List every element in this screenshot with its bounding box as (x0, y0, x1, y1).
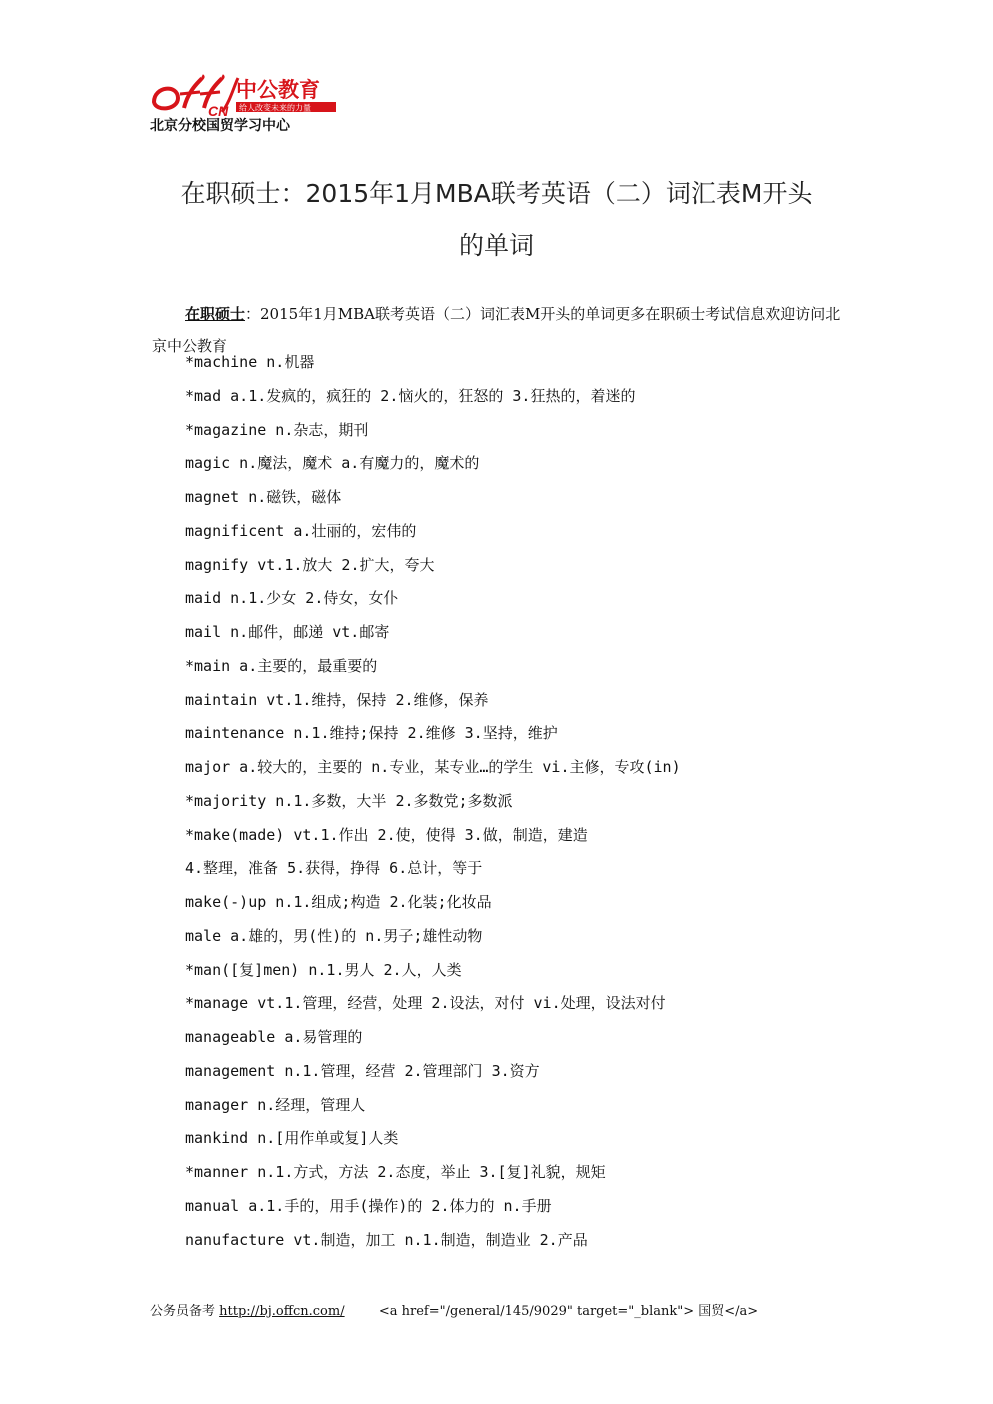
page-footer (150, 1300, 758, 1319)
vocab-entry: maintenance n.1.维持;保持 2.维修 3.坚持，维护 (185, 724, 558, 743)
page-title (140, 168, 853, 272)
vocab-entry: magnificent a.壮丽的，宏伟的 (185, 521, 417, 540)
vocab-entry: management n.1.管理，经营 2.管理部门 3.资方 (185, 1061, 540, 1080)
title-line-2: 的单词 (458, 231, 534, 260)
vocab-entry: mail n.邮件，邮递 vt.邮寄 (185, 623, 390, 641)
vocab-entry: *mad a.1.发疯的，疯狂的 2.恼火的，狂怒的 3.狂热的，着迷的 (185, 386, 636, 405)
vocab-entry: 4.整理，准备 5.获得，挣得 6.总计，等于 (185, 859, 483, 878)
vocab-entry: *make(made) vt.1.作出 2.使，使得 3.做，制造，建造 (185, 825, 588, 844)
vocab-entry: nanufacture vt.制造，加工 n.1.制造，制造业 2.产品 (185, 1230, 588, 1249)
vocab-entry: maintain vt.1.维持，保持 2.维修，保养 (185, 690, 489, 709)
vocab-entry: *machine n.机器 (185, 353, 315, 371)
vocab-entry: major a.较大的，主要的 n.专业，某专业…的学生 vi.主修，专攻(in) (185, 758, 681, 776)
vocab-entry: make(-)up n.1.组成;构造 2.化装;化妆品 (185, 893, 492, 911)
logo-brand-text: 中公教育 (236, 78, 320, 102)
offcn-logo (150, 72, 360, 134)
vocab-entry: *manage vt.1.管理，经营，处理 2.设法，对付 vi.处理，设法对付 (185, 994, 666, 1013)
vocab-entry: *manner n.1.方式，方法 2.态度，举止 3.[复]礼貌，规矩 (185, 1163, 606, 1181)
vocab-entry: magic n.魔法，魔术 a.有魔力的，魔术的 (185, 454, 480, 473)
footer-label: 公务员备考 (150, 1304, 216, 1319)
vocab-entry: maid n.1.少女 2.侍女，女仆 (185, 589, 399, 608)
vocab-entry: manageable a.易管理的 (185, 1028, 363, 1046)
vocab-entry: *majority n.1.多数，大半 2.多数党;多数派 (185, 791, 513, 810)
footer-code-text: <a href="/general/145/9029" target="_blank"> 国贸</a> (378, 1304, 759, 1319)
vocab-entry: mankind n.[用作单或复]人类 (185, 1129, 399, 1148)
vocab-entry: magnify vt.1.放大 2.扩大，夸大 (185, 555, 435, 574)
vocab-entry: male a.雄的，男(性)的 n.男子;雄性动物 (185, 926, 483, 945)
vocab-entry: *man([复]men) n.1.男人 2.人，人类 (185, 960, 462, 979)
intro-label: 在职硕士 (185, 305, 246, 323)
vocab-entry: *magazine n.杂志，期刊 (185, 420, 369, 439)
footer-link[interactable]: http://bj.offcn.com/ (219, 1304, 345, 1319)
vocab-entry: manual a.1.手的，用手(操作)的 2.体力的 n.手册 (185, 1196, 552, 1215)
vocab-entry: magnet n.磁铁，磁体 (185, 488, 342, 506)
vocabulary-list (185, 346, 865, 1257)
intro-text: ：2015年1月MBA联考英语（二）词汇表M开头的单词更多在职硕士考试信息欢迎访问北京中公教育 (152, 305, 841, 355)
svg-text:CN: CN (208, 103, 229, 119)
vocab-entry: *main a.主要的，最重要的 (185, 656, 378, 675)
logo-branch-text: 北京分校国贸学习中心 (150, 118, 290, 134)
title-line-1: 在职硕士：2015年1月MBA联考英语（二）词汇表M开头 (180, 179, 813, 208)
vocab-entry: manager n.经理，管理人 (185, 1095, 366, 1114)
logo-slogan-text: 给人改变未来的力量 (239, 103, 311, 113)
